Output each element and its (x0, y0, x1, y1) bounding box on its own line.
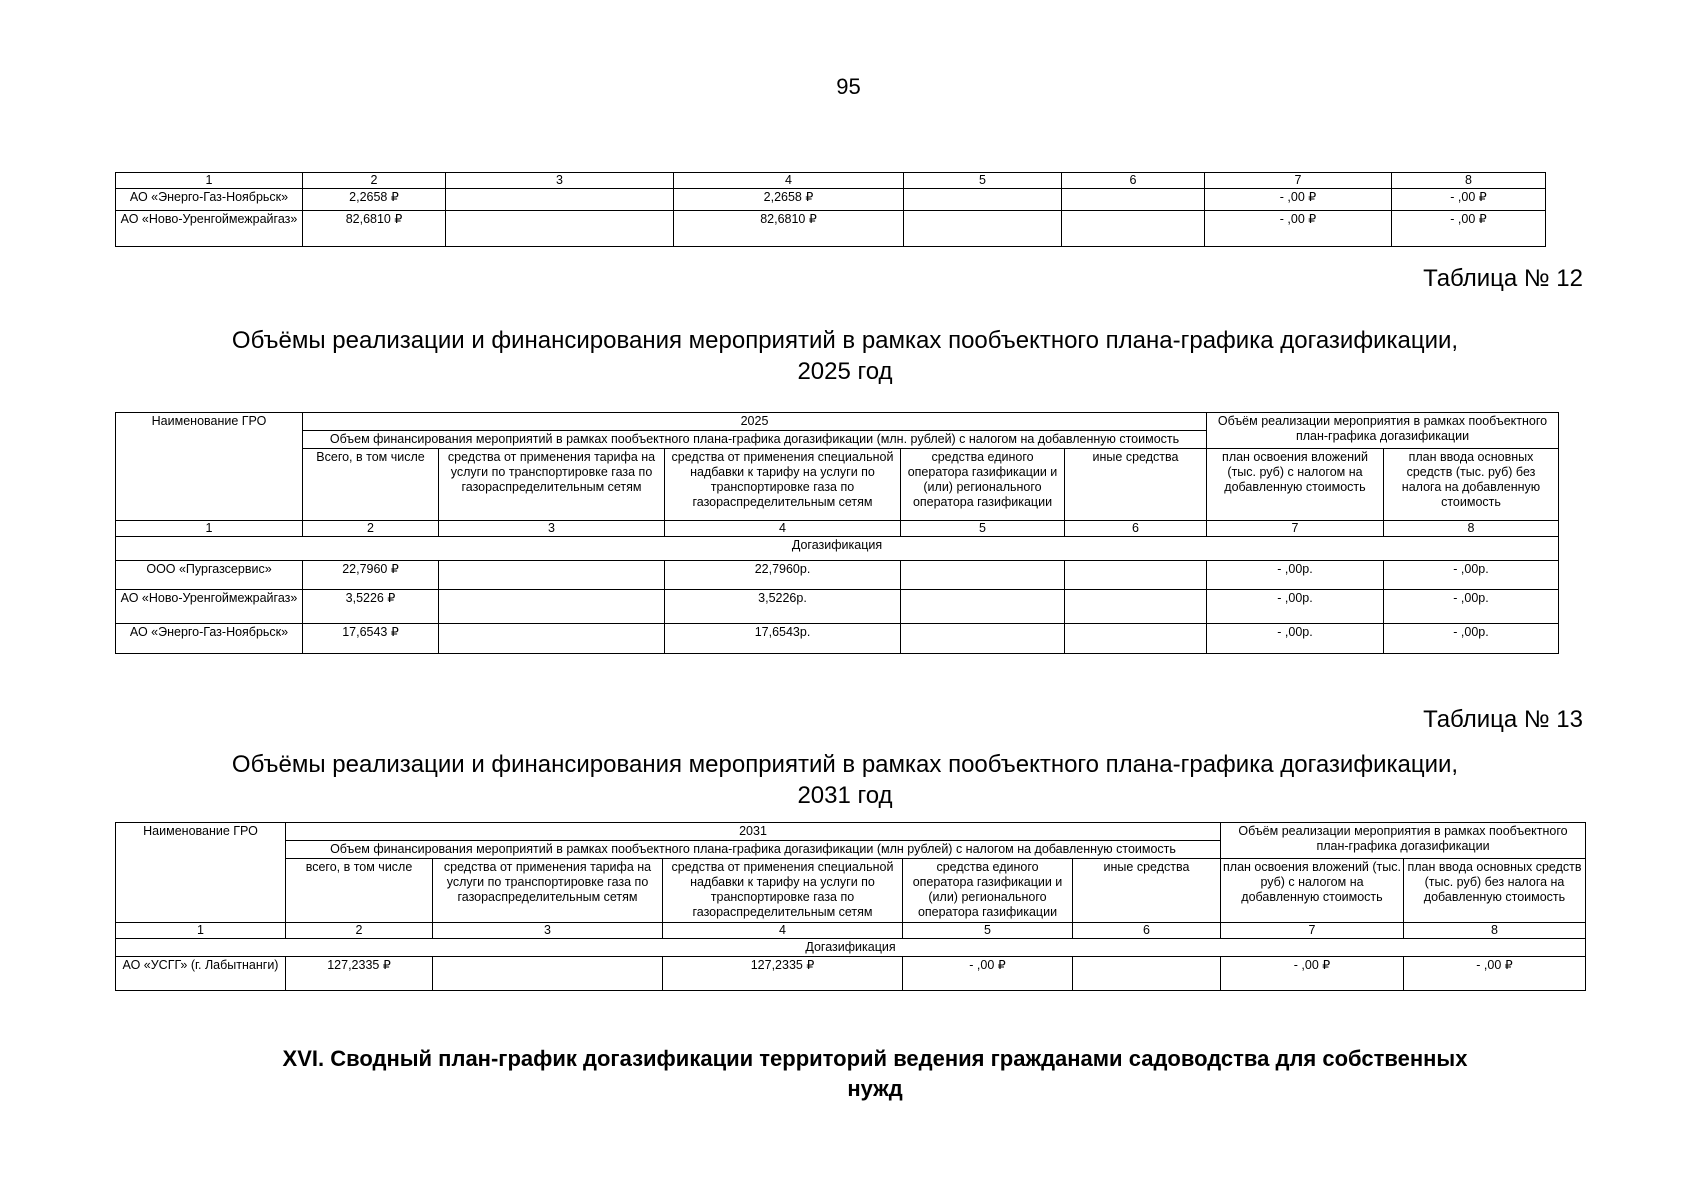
table-row (116, 561, 1559, 590)
gro-name: АО «Ново-Уренгоймежрайгаз» (116, 590, 303, 624)
header-gro-name: Наименование ГРО (116, 413, 303, 521)
tariff-value (433, 957, 663, 991)
total-value: 3,5226 ₽ (303, 590, 439, 624)
header-operator: средства единого оператора газификации и (или) регионального оператора газификации (901, 449, 1065, 521)
col-num-8: 8 (1384, 521, 1559, 537)
col-num-6: 6 (1065, 521, 1207, 537)
total-value: 17,6543 ₽ (303, 624, 439, 654)
total-value: 2,2658 ₽ (303, 189, 446, 211)
page-number: 95 (836, 74, 861, 99)
investment-plan-value: - ,00 ₽ (1205, 211, 1392, 247)
section-label: Догазификация (116, 939, 1586, 957)
surcharge-value: 82,6810 ₽ (674, 211, 904, 247)
header-year: 2031 (286, 823, 1221, 841)
header-tariff: средства от применения тарифа на услуги по транспортировке газа по газораспределительным сетям (439, 449, 665, 521)
header-gro-name: Наименование ГРО (116, 823, 286, 923)
investment-plan-value: - ,00р. (1207, 624, 1384, 654)
header-investment-plan: план освоения вложений (тыс. руб) с налогом на добавленную стоимость (1207, 449, 1384, 521)
col-num-2: 2 (286, 923, 433, 939)
header-financing: Объем финансирования мероприятий в рамках пообъектного плана-графика догазификации (млн рублей) с налогом на добавленную стоимость (286, 841, 1221, 859)
section-row (116, 537, 1559, 561)
gro-name: ООО «Пургазсервис» (116, 561, 303, 590)
commissioning-plan-value: - ,00р. (1384, 590, 1559, 624)
section-row (116, 939, 1586, 957)
col-num-3: 3 (446, 173, 674, 189)
operator-value: - ,00 ₽ (903, 957, 1073, 991)
header-row-year (116, 413, 1559, 431)
total-value: 127,2335 ₽ (286, 957, 433, 991)
tariff-value (439, 624, 665, 654)
table-row (116, 211, 1546, 247)
header-tariff: средства от применения тарифа на услуги по транспортировке газа по газораспределительным сетям (433, 859, 663, 923)
surcharge-value: 22,7960р. (665, 561, 901, 590)
col-num-5: 5 (901, 521, 1065, 537)
commissioning-plan-value: - ,00р. (1384, 561, 1559, 590)
header-financing: Объем финансирования мероприятий в рамках пообъектного плана-графика догазификации (млн. рублей) с налогом на добавленную стоимость (303, 431, 1207, 449)
header-operator: средства единого оператора газификации и (или) регионального оператора газификации (903, 859, 1073, 923)
table-12-caption: Таблица № 12 (1423, 265, 1583, 292)
title-line-1: Объёмы реализации и финансирования мероприятий в рамках пообъектного плана-графика догазификации, (231, 327, 1459, 354)
tariff-value (439, 561, 665, 590)
surcharge-value: 3,5226р. (665, 590, 901, 624)
table-row (116, 590, 1559, 624)
col-num-8: 8 (1404, 923, 1586, 939)
section-heading-line-2: нужд (847, 1076, 903, 1101)
table-12 (115, 412, 1559, 654)
other-value (1073, 957, 1221, 991)
table-13-caption: Таблица № 13 (1423, 706, 1583, 733)
title-line-2: 2025 год (797, 358, 893, 385)
col-num-1: 1 (116, 173, 303, 189)
commissioning-plan-value: - ,00 ₽ (1404, 957, 1586, 991)
continuation-table (115, 172, 1546, 247)
gro-name: АО «Ново-Уренгоймежрайгаз» (116, 211, 303, 247)
header-investment-plan: план освоения вложений (тыс. руб) с налогом на добавленную стоимость (1221, 859, 1404, 923)
col-num-5: 5 (903, 923, 1073, 939)
header-surcharge: средства от применения специальной надбавки к тарифу на услуги по транспортировке газа по газораспределительным сетям (663, 859, 903, 923)
col-num-3: 3 (433, 923, 663, 939)
operator-value (901, 624, 1065, 654)
tariff-value (446, 189, 674, 211)
gro-name: АО «Энерго-Газ-Ноябрьск» (116, 189, 303, 211)
title-line-1: Объёмы реализации и финансирования мероприятий в рамках пообъектного плана-графика догазификации, (231, 751, 1459, 778)
col-num-7: 7 (1205, 173, 1392, 189)
col-num-7: 7 (1207, 521, 1384, 537)
col-num-2: 2 (303, 521, 439, 537)
header-row-columns (116, 449, 1559, 521)
tariff-value (446, 211, 674, 247)
col-num-4: 4 (663, 923, 903, 939)
col-num-5: 5 (904, 173, 1062, 189)
gro-name: АО «Энерго-Газ-Ноябрьск» (116, 624, 303, 654)
total-value: 82,6810 ₽ (303, 211, 446, 247)
table-13-title (150, 749, 1540, 811)
table-row (116, 189, 1546, 211)
surcharge-value: 2,2658 ₽ (674, 189, 904, 211)
col-num-1: 1 (116, 521, 303, 537)
other-value (1065, 561, 1207, 590)
other-value (1065, 624, 1207, 654)
col-num-3: 3 (439, 521, 665, 537)
col-num-8: 8 (1392, 173, 1546, 189)
other-value (1065, 590, 1207, 624)
gro-name: АО «УСГГ» (г. Лабытнанги) (116, 957, 286, 991)
commissioning-plan-value: - ,00 ₽ (1392, 189, 1546, 211)
table-13 (115, 822, 1586, 991)
col-num-6: 6 (1073, 923, 1221, 939)
header-other: иные средства (1073, 859, 1221, 923)
commissioning-plan-value: - ,00р. (1384, 624, 1559, 654)
investment-plan-value: - ,00 ₽ (1205, 189, 1392, 211)
section-label: Догазификация (116, 537, 1559, 561)
col-num-2: 2 (303, 173, 446, 189)
header-year: 2025 (303, 413, 1207, 431)
commissioning-plan-value: - ,00 ₽ (1392, 211, 1546, 247)
operator-value (901, 561, 1065, 590)
title-line-2: 2031 год (797, 782, 893, 809)
header-commissioning-plan: план ввода основных средств (тыс. руб) без налога на добавленную стоимость (1404, 859, 1586, 923)
other-value (1062, 189, 1205, 211)
tariff-value (439, 590, 665, 624)
section-heading (150, 1044, 1600, 1104)
investment-plan-value: - ,00 ₽ (1221, 957, 1404, 991)
column-number-row (116, 923, 1586, 939)
header-other: иные средства (1065, 449, 1207, 521)
section-heading-line-1: XVI. Сводный план-график догазификации территорий ведения гражданами садоводства для собственных (282, 1046, 1468, 1071)
header-surcharge: средства от применения специальной надбавки к тарифу на услуги по транспортировке газа по газораспределительным сетям (665, 449, 901, 521)
header-commissioning-plan: план ввода основных средств (тыс. руб) без налога на добавленную стоимость (1384, 449, 1559, 521)
investment-plan-value: - ,00р. (1207, 561, 1384, 590)
header-row-columns (116, 859, 1586, 923)
total-value: 22,7960 ₽ (303, 561, 439, 590)
investment-plan-value: - ,00р. (1207, 590, 1384, 624)
column-number-row (116, 521, 1559, 537)
surcharge-value: 127,2335 ₽ (663, 957, 903, 991)
operator-value (904, 189, 1062, 211)
header-total: всего, в том числе (286, 859, 433, 923)
col-num-1: 1 (116, 923, 286, 939)
header-realization: Объём реализации мероприятия в рамках пообъектного план-графика догазификации (1221, 823, 1586, 859)
col-num-4: 4 (665, 521, 901, 537)
col-num-7: 7 (1221, 923, 1404, 939)
surcharge-value: 17,6543р. (665, 624, 901, 654)
table-row (116, 957, 1586, 991)
header-total: Всего, в том числе (303, 449, 439, 521)
header-row-year (116, 823, 1586, 841)
col-num-6: 6 (1062, 173, 1205, 189)
operator-value (904, 211, 1062, 247)
other-value (1062, 211, 1205, 247)
col-num-4: 4 (674, 173, 904, 189)
table-12-title (150, 325, 1540, 387)
header-realization: Объём реализации мероприятия в рамках пообъектного план-графика догазификации (1207, 413, 1559, 449)
table-row (116, 624, 1559, 654)
column-number-row (116, 173, 1546, 189)
operator-value (901, 590, 1065, 624)
